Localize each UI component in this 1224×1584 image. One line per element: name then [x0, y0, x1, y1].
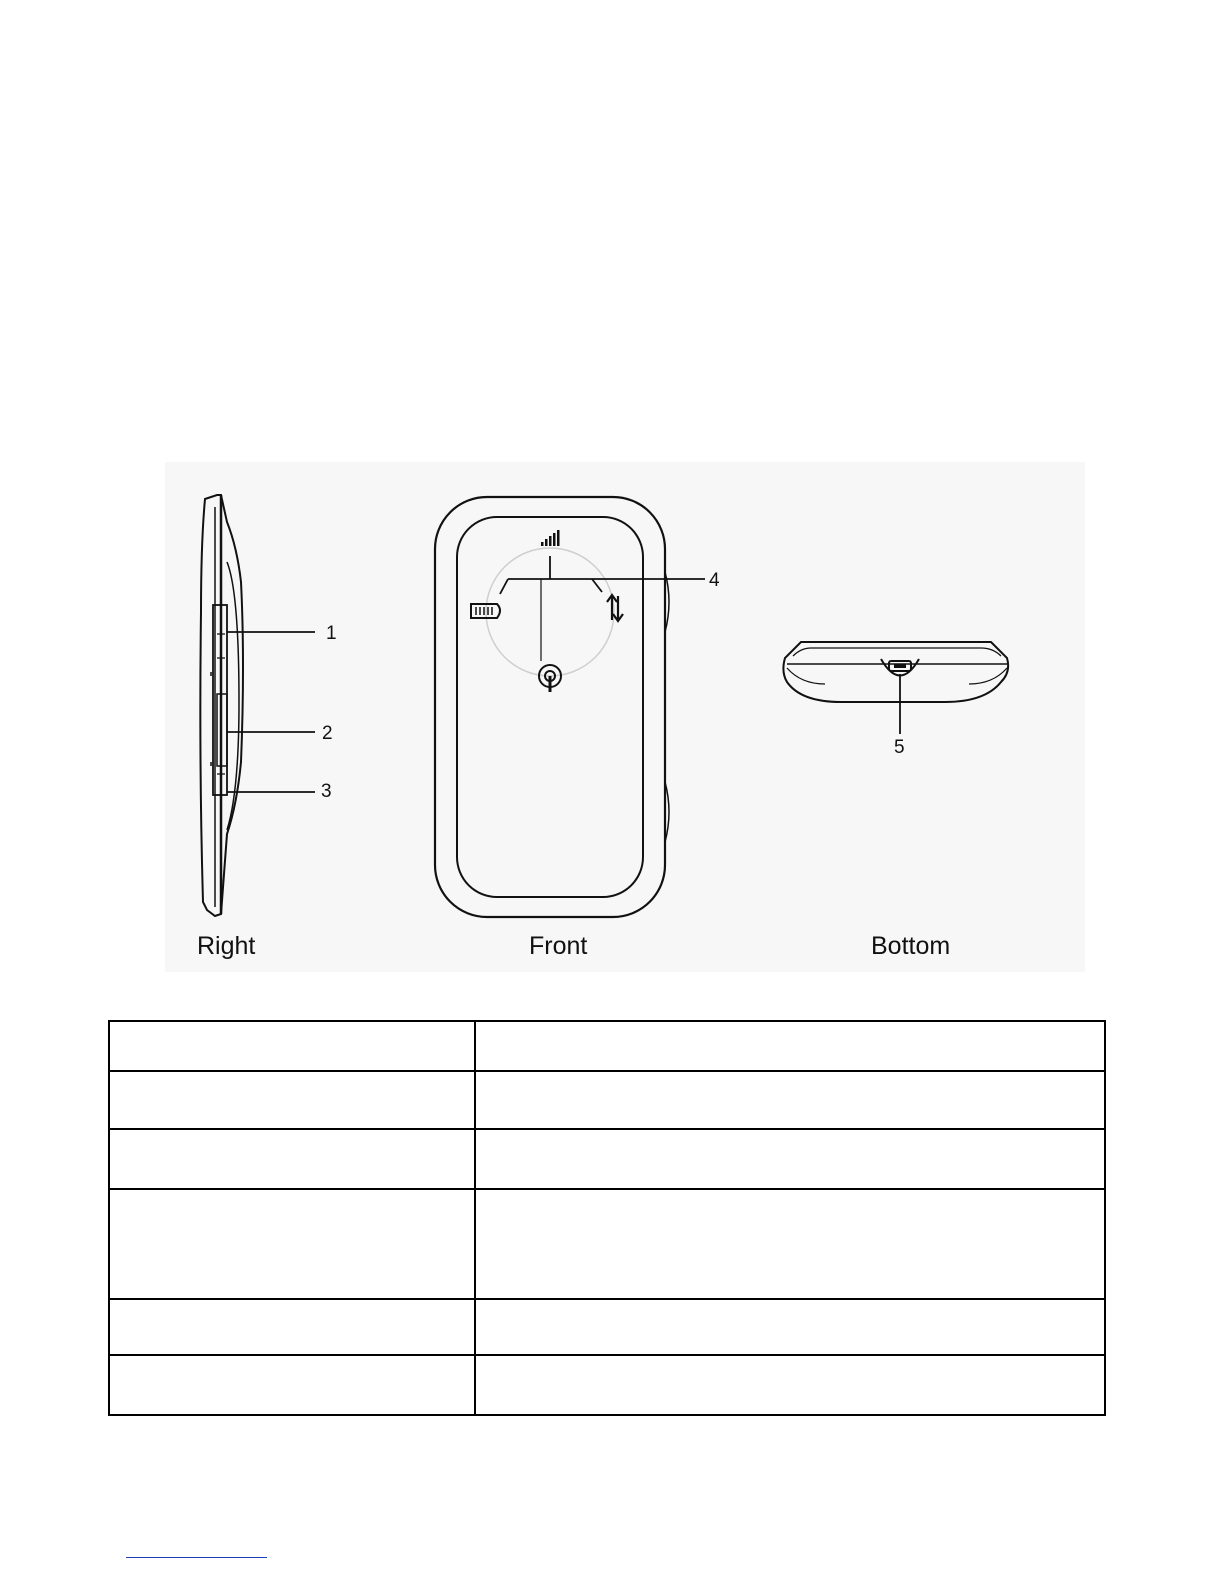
leader-4	[500, 556, 705, 661]
label-bottom-view: Bottom	[871, 932, 951, 960]
right-view	[200, 495, 315, 916]
callout-3: 3	[321, 781, 332, 802]
bottom-view	[783, 642, 1008, 734]
table-cell-description	[475, 1021, 1105, 1071]
table-cell-number	[109, 1021, 475, 1071]
table-row	[109, 1355, 1105, 1415]
callout-2: 2	[322, 723, 333, 744]
parts-table	[108, 1020, 1106, 1416]
table-row	[109, 1129, 1105, 1189]
table-cell-number	[109, 1129, 475, 1189]
table-cell-description	[475, 1071, 1105, 1129]
table-cell-description	[475, 1189, 1105, 1299]
signal-icon	[541, 530, 560, 546]
usb-port-icon	[881, 659, 919, 676]
callout-4: 4	[709, 570, 720, 591]
table-row	[109, 1021, 1105, 1071]
footnote-rule	[126, 1557, 267, 1558]
table-cell-description	[475, 1129, 1105, 1189]
data-arrows-icon	[607, 595, 623, 621]
table-cell-number	[109, 1299, 475, 1355]
wifi-icon	[539, 665, 561, 692]
table-cell-number	[109, 1189, 475, 1299]
table-row	[109, 1189, 1105, 1299]
device-drawing	[165, 462, 1085, 972]
table-row	[109, 1299, 1105, 1355]
table-row	[109, 1071, 1105, 1129]
table-cell-description	[475, 1299, 1105, 1355]
callout-5: 5	[894, 737, 905, 758]
label-front-view: Front	[529, 932, 588, 960]
front-view	[435, 497, 705, 917]
callout-1: 1	[326, 623, 337, 644]
label-right-view: Right	[197, 932, 256, 960]
table-cell-number	[109, 1071, 475, 1129]
device-diagram	[165, 462, 1085, 972]
table-cell-description	[475, 1355, 1105, 1415]
table-cell-number	[109, 1355, 475, 1415]
